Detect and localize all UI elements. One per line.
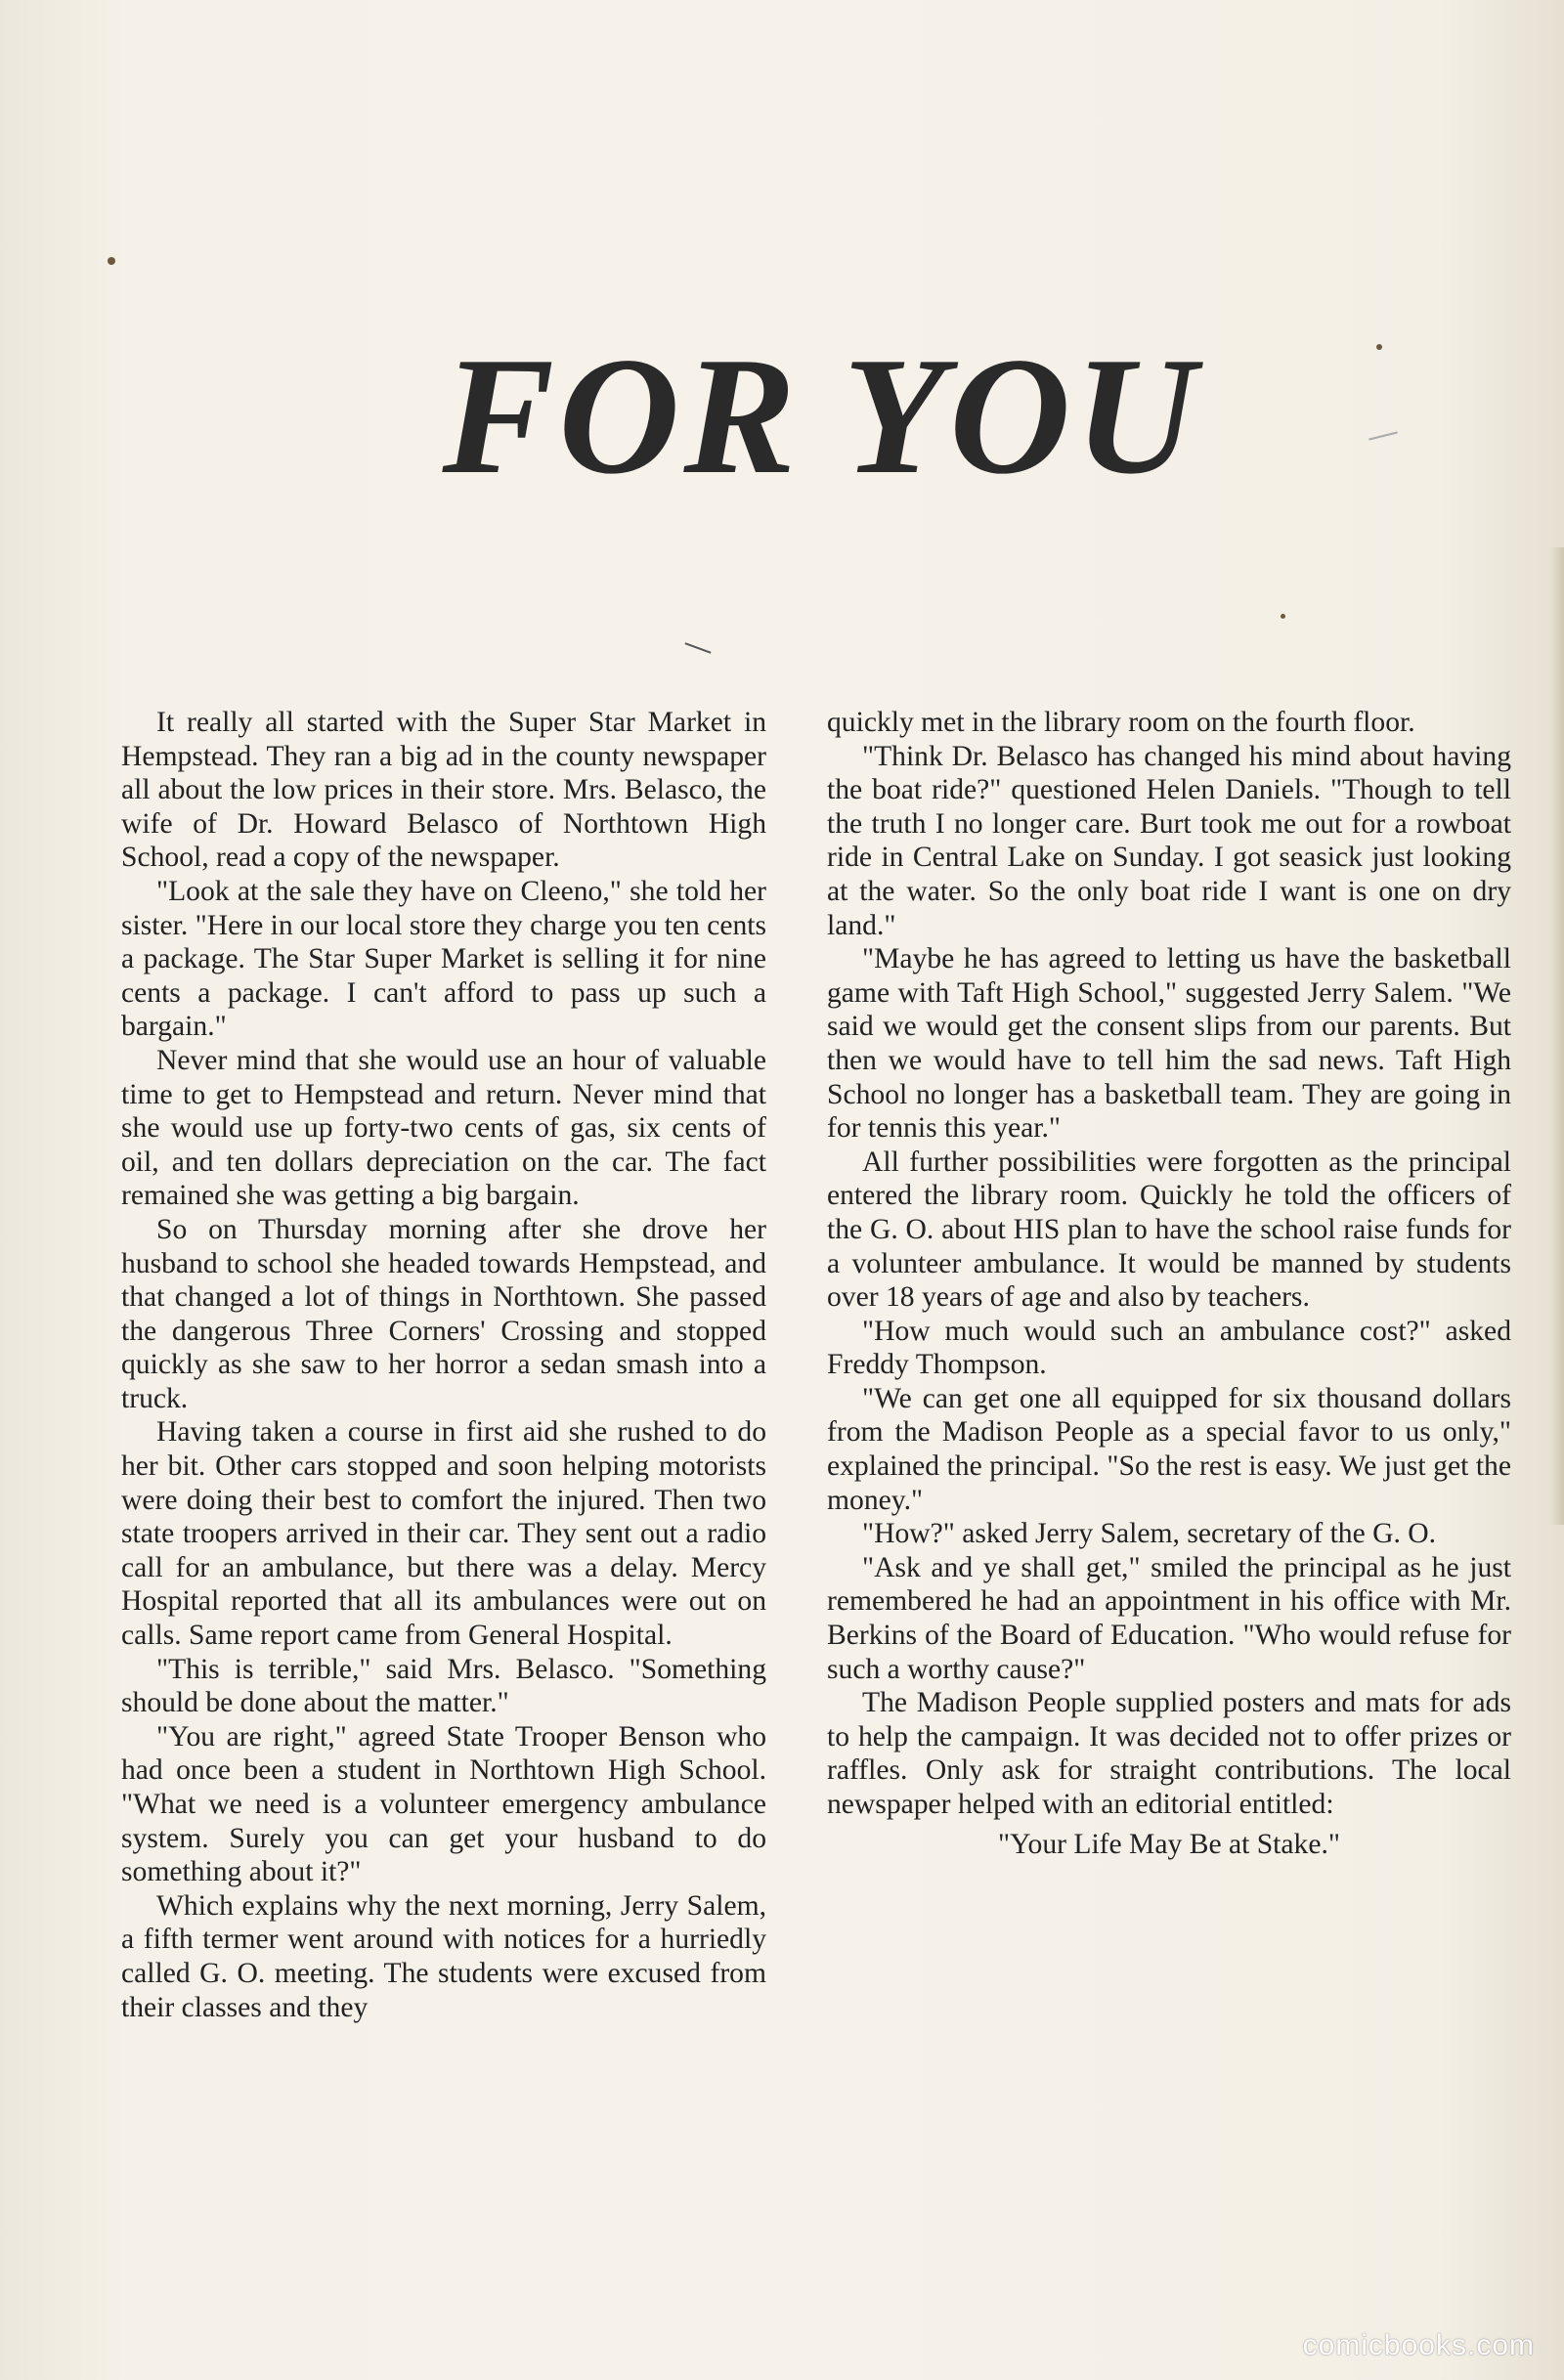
site-watermark: comicbooks.com — [1302, 2329, 1535, 2361]
article-paragraph: "Look at the sale they have on Cleeno," she told her sister. "Here in our local store they charge you ten cents a package. The Star Super Market is selling it for nine cents a package. I can't afford to pass up such a bargain." — [121, 875, 766, 1043]
article-paragraph: The Madison People supplied posters and mats for ads to help the campaign. It was decided not to offer prizes or raffles. Only ask for straight contributions. The local newspaper helped with an editorial entitled: — [827, 1687, 1511, 1820]
ink-speck — [108, 257, 115, 265]
page-edge-shadow — [1550, 547, 1564, 1525]
article-paragraph: "You are right," agreed State Trooper Benson who had once been a student in Northtown High School. "What we need is a volunteer emergency ambulance system. Surely you can get your husband to do something about it?" — [121, 1720, 766, 1888]
article-paragraph: "How much would such an ambulance cost?" asked Freddy Thompson. — [827, 1315, 1511, 1381]
article-paragraph: "This is terrible," said Mrs. Belasco. "Something should be done about the matter." — [121, 1653, 766, 1719]
article-paragraph: So on Thursday morning after she drove her husband to school she headed towards Hempstead, and that changed a lot of things in Northtown. She passed the dangerous Three Corners' Crossing and stopped quickly as she saw to her horror a sedan smash into a truck. — [121, 1213, 766, 1414]
article-paragraph-continued: quickly met in the library room on the fourth floor. — [827, 707, 1415, 738]
article-paragraph: Having taken a course in first aid she rushed to do her bit. Other cars stopped and soon helping motorists were doing their best to comfort the injured. Then two state troopers arrived in their car. They sent out a radio call for an ambulance, but there was a delay. Mercy Hospital reported that all its ambulances were out on calls. Same report came from General Hospital. — [121, 1416, 766, 1652]
article-paragraph: Which explains why the next morning, Jerry Salem, a fifth termer went around with notices for a hurriedly called G. O. meeting. The students were excused from their classes and they — [121, 1889, 766, 2023]
article-paragraph: It really all started with the Super Star Market in Hempstead. They ran a big ad in the county newspaper all about the low prices in their store. Mrs. Belasco, the wife of Dr. Howard Belasco of Northtown High School, read a copy of the newspaper. — [121, 707, 766, 874]
article-paragraph: Never mind that she would use an hour of valuable time to get to Hempstead and return. Never mind that she would use up forty-two cents of gas, six cents of oil, and ten dollars depreciation on the car. The fact remained she was getting a big bargain. — [121, 1044, 766, 1212]
article-left-column — [121, 706, 766, 2024]
editorial-title: "Your Life May Be at Stake." — [998, 1828, 1340, 1860]
article-paragraph: "How?" asked Jerry Salem, secretary of the G. O. — [862, 1518, 1437, 1550]
article-paragraph: "Ask and ye shall get," smiled the principal as he just remembered he had an appointment in his office with Mr. Berkins of the Board of Education. "Who would refuse for such a worthy cause?" — [827, 1551, 1511, 1685]
article-right-column — [827, 706, 1511, 1861]
article-paragraph: "Think Dr. Belasco has changed his mind about having the boat ride?" questioned Helen Daniels. "Though to tell the truth I no longer care. Burt took me out for a rowboat ride in Central Lake on Sunday. I got seasick just looking at the water. So the only boat ride I want is one on dry land." — [827, 740, 1511, 941]
article-paragraph: "We can get one all equipped for six thousand dollars from the Madison People as a special favor to us only," explained the principal. "So the rest is easy. We just get the money." — [827, 1382, 1511, 1516]
ink-speck — [1281, 614, 1285, 619]
article-paragraph: "Maybe he has agreed to letting us have the basketball game with Taft High School," suggested Jerry Salem. "We said we would get the consent slips from our parents. But then we would have to tell him the sad news. Taft High School no longer has a basketball team. They are going in for tennis this year." — [827, 943, 1511, 1145]
page-title: FOR YOU — [442, 324, 1200, 510]
article-paragraph: All further possibilities were forgotten as the principal entered the library room. Quickly he told the officers of the G. O. about HIS plan to have the school raise funds for a volunteer ambulance. It would be manned by students over 18 years of age and also by teachers. — [827, 1146, 1511, 1314]
